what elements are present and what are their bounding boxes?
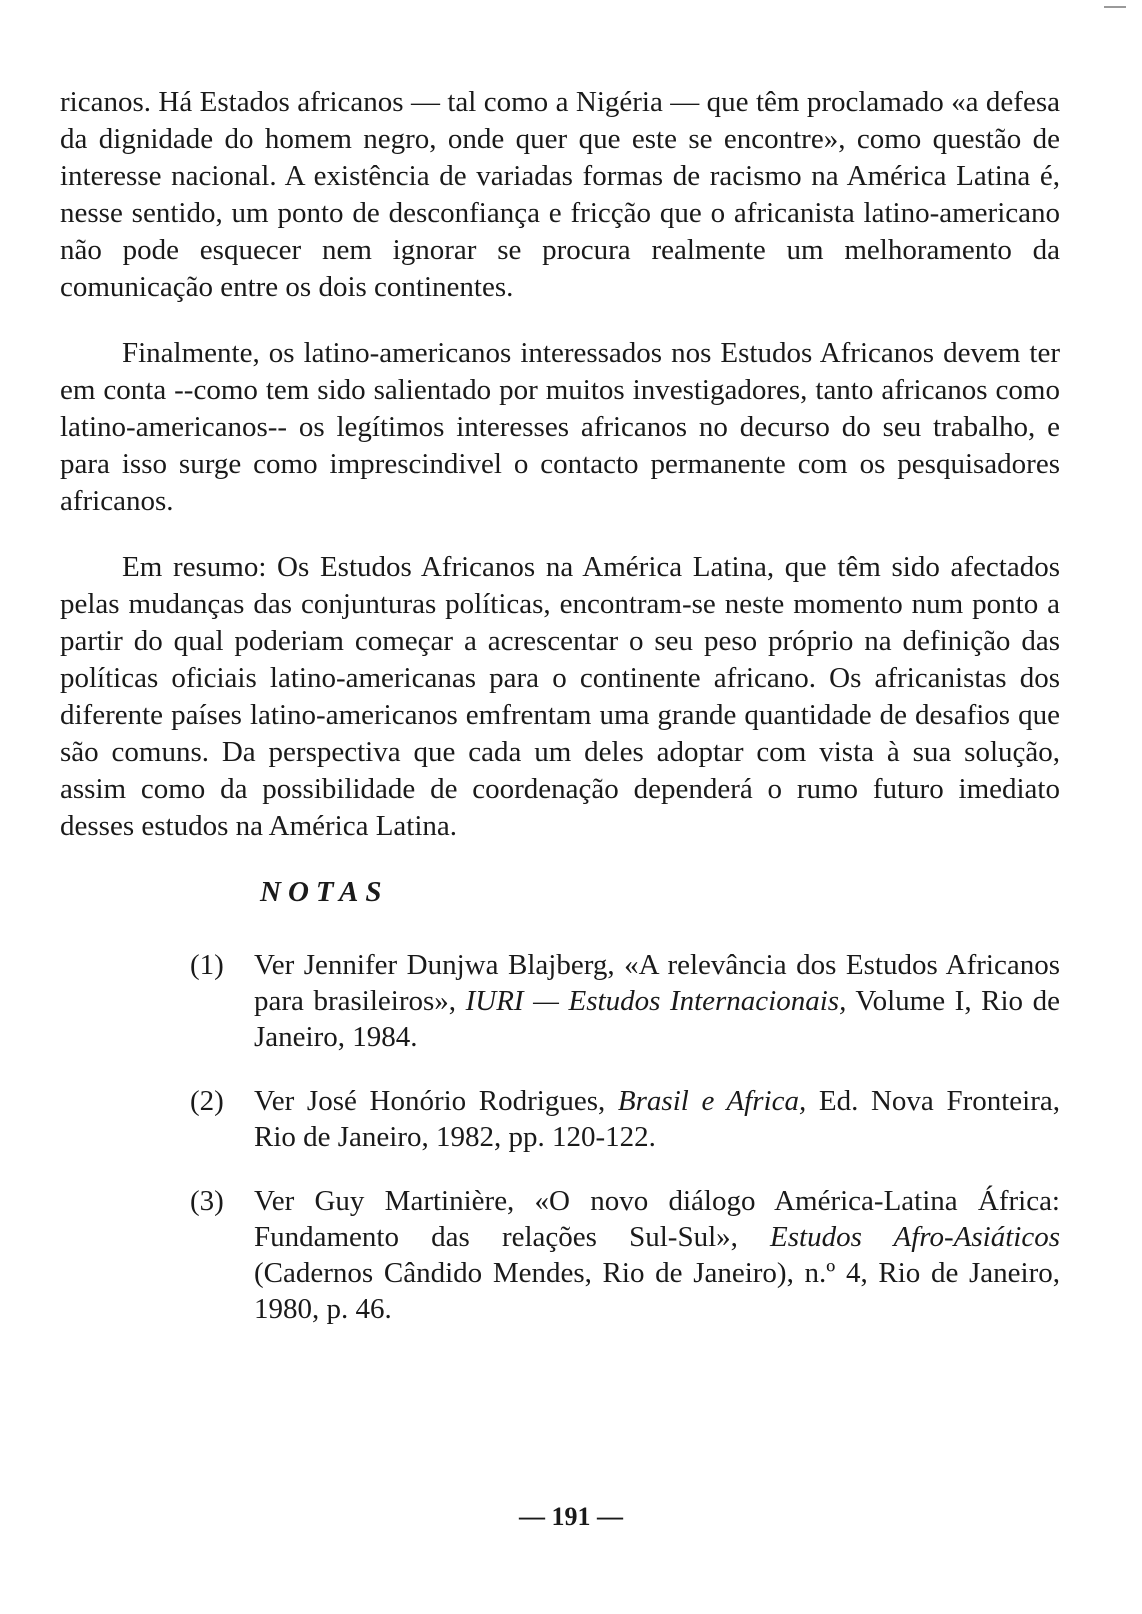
note-number: (1) xyxy=(190,949,224,981)
note-text-part: Ver Jennifer Dunjwa Blajberg, «A relevância dos Estudos Africanos para brasileiros», xyxy=(254,949,1060,1017)
note-2 xyxy=(60,1083,1060,1155)
scan-corner-mark xyxy=(1104,6,1126,8)
note-text xyxy=(254,1085,1060,1153)
note-text-part-italic: Estudos Afro-Asiáticos xyxy=(770,1221,1060,1253)
note-text-part-italic: IURI — Estudos Internacionais, xyxy=(465,985,847,1017)
note-number: (2) xyxy=(190,1085,224,1117)
paragraph-em-resumo: Em resumo: Os Estudos Africanos na América Latina, que têm sido afectados pelas mudanças das conjunturas políticas, encontram-se neste momento num ponto a partir do qual poderiam começar a acrescentar o seu peso próprio na definição das políticas oficiais latino-americanas para o continente africano. Os africanistas dos diferente países latino-americanos emfrentam uma grande quantidade de desafios que são comuns. Da perspectiva que cada um deles adoptar com vista à sua solução, assim como da possibilidade de coordenação dependerá o rumo futuro imediato desses estudos na América Latina. xyxy=(60,551,1060,842)
page-body xyxy=(60,84,1060,1355)
note-text-part: Ed. Nova Fronteira, Rio de Janeiro, 1982, pp. 120-122. xyxy=(254,1085,1060,1153)
note-text xyxy=(254,949,1060,1053)
note-1 xyxy=(60,947,1060,1055)
note-text-part: Ver Guy Martinière, «O novo diálogo América-Latina África: Fundamento das relações Sul-Sul», xyxy=(254,1185,1060,1253)
paragraph-continuation: ricanos. Há Estados africanos — tal como a Nigéria — que têm proclamado «a defesa da dignidade do homem negro, onde quer que este se encontre», como questão de interesse nacional. A existência de variadas formas de racismo na América Latina é, nesse sentido, um ponto de desconfiança e fricção que o africanista latino-americano não pode esquecer nem ignorar se procura realmente um melhoramento da comunicação entre os dois continentes. xyxy=(60,86,1060,303)
note-number: (3) xyxy=(190,1185,224,1217)
note-text-part-italic: Brasil e Africa, xyxy=(617,1085,807,1117)
note-text-part: Ver José Honório Rodrigues, xyxy=(254,1085,618,1117)
note-text-part: Volume I, Rio de Janeiro, 1984. xyxy=(254,985,1060,1053)
note-text-part: (Cadernos Cândido Mendes, Rio de Janeiro), n.º 4, Rio de Janeiro, 1980, p. 46. xyxy=(254,1257,1060,1325)
paragraph-finalmente: Finalmente, os latino-americanos interessados nos Estudos Africanos devem ter em conta --como tem sido salientado por muitos investigadores, tanto africanos como latino-americanos-- os legítimos interesses africanos no decurso do seu trabalho, e para isso surge como imprescindivel o contacto permanente com os pesquisadores africanos. xyxy=(60,337,1060,517)
note-text xyxy=(254,1185,1060,1325)
notes-heading: NOTAS xyxy=(260,876,389,908)
page-number: — 191 — xyxy=(519,1502,623,1531)
note-3 xyxy=(60,1183,1060,1327)
